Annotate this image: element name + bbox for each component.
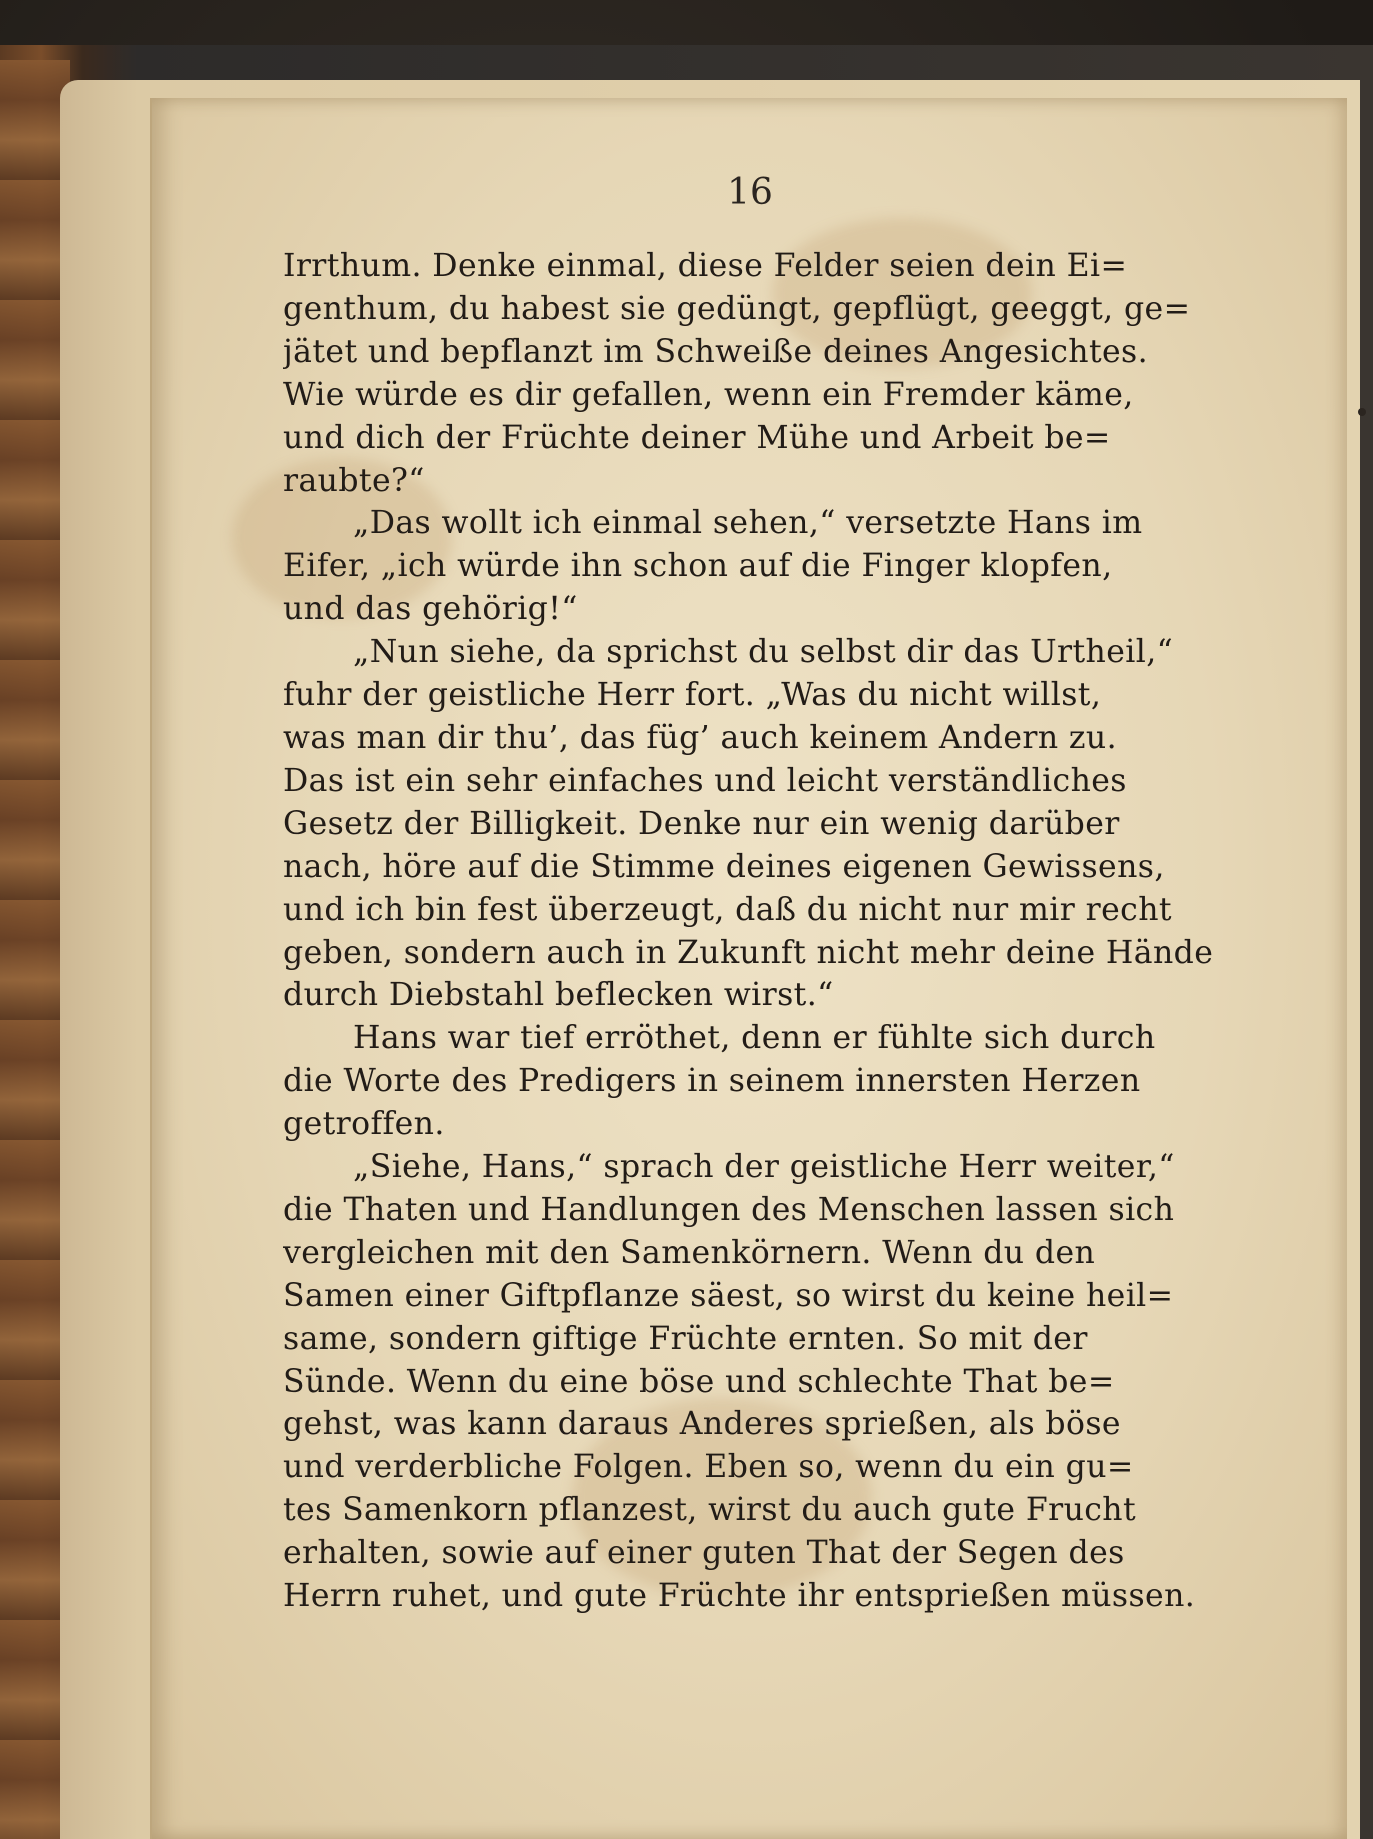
text-line: was man dir thu’, das füg’ auch keinem Andern zu. [283, 719, 1118, 756]
text-line: erhalten, sowie auf einer guten That der Segen des [283, 1535, 1125, 1572]
text-line: nach, höre auf die Stimme deines eigenen Gewissens, [283, 848, 1165, 885]
text-line: jätet und bepflanzt im Schweiße deines Angesichtes. [283, 333, 1149, 370]
body-text [283, 245, 1233, 1618]
text-line: getroffen. [283, 1106, 445, 1143]
text-line: gehst, was kann daraus Anderes sprießen, als böse [283, 1406, 1121, 1443]
text-line: Hans war tief erröthet, denn er fühlte sich durch [353, 1020, 1156, 1057]
text-line: Das ist ein sehr einfaches und leicht verständliches [283, 762, 1127, 799]
text-line: vergleichen mit den Samenkörnern. Wenn du den [283, 1234, 1096, 1271]
text-line: die Thaten und Handlungen des Menschen lassen sich [283, 1191, 1175, 1228]
text-line: Gesetz der Billigkeit. Denke nur ein wenig darüber [283, 805, 1120, 842]
text-line: Herrn ruhet, und gute Früchte ihr entsprießen müssen. [283, 1578, 1196, 1615]
text-line: fuhr der geistliche Herr fort. „Was du nicht willst, [283, 677, 1102, 714]
text-line: durch Diebstahl beflecken wirst.“ [283, 977, 834, 1014]
text-line: Eifer, „ich würde ihn schon auf die Finger klopfen, [283, 548, 1113, 585]
text-line: „Nun siehe, da sprichst du selbst dir das Urtheil,“ [353, 634, 1174, 671]
text-line: raubte?“ [283, 462, 425, 499]
text-line: „Das wollt ich einmal sehen,“ versetzte Hans im [353, 505, 1143, 542]
text-line: und das gehörig!“ [283, 591, 578, 628]
text-line: und verderbliche Folgen. Eben so, wenn du ein gu= [283, 1449, 1134, 1486]
text-line: und ich bin fest überzeugt, daß du nicht nur mir recht [283, 891, 1172, 928]
text-line: Sünde. Wenn du eine böse und schlechte That be= [283, 1363, 1115, 1400]
text-line: und dich der Früchte deiner Mühe und Arbeit be= [283, 419, 1111, 456]
page-number: 16 [727, 172, 773, 213]
text-line: same, sondern giftige Früchte ernten. So mit der [283, 1320, 1088, 1357]
text-line: genthum, du habest sie gedüngt, gepflügt, geeggt, ge= [283, 290, 1191, 327]
text-line: Irrthum. Denke einmal, diese Felder seien dein Ei= [283, 248, 1128, 284]
ink-dot [1358, 408, 1366, 416]
text-line: Wie würde es dir gefallen, wenn ein Fremder käme, [283, 376, 1134, 413]
text-line: Samen einer Giftpflanze säest, so wirst du keine heil= [283, 1277, 1174, 1314]
text-line: tes Samenkorn pflanzest, wirst du auch gute Frucht [283, 1492, 1137, 1529]
text-line: „Siehe, Hans,“ sprach der geistliche Herr weiter,“ [353, 1149, 1175, 1186]
text-line: die Worte des Predigers in seinem innersten Herzen [283, 1063, 1141, 1100]
text-line: geben, sondern auch in Zukunft nicht mehr deine Hände [283, 934, 1214, 971]
